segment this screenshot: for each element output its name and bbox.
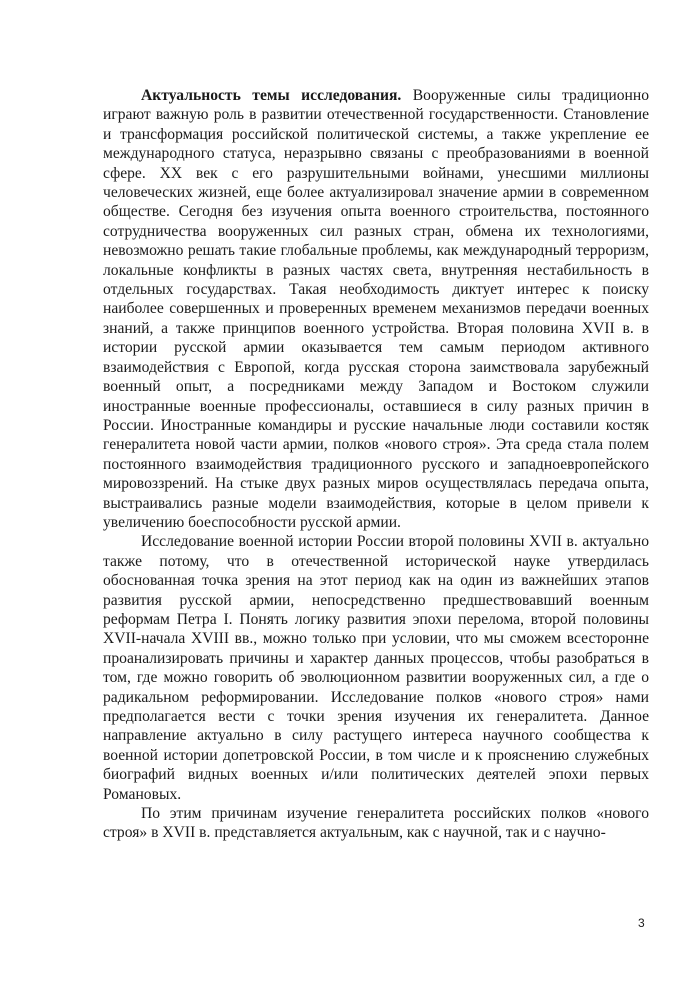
paragraph-conclusion: По этим причинам изучение генералитета российских полков «нового строя» в XVII в. представляется актуальным, как с научной, так и с научно-: [103, 805, 649, 842]
page-number: 3: [638, 916, 645, 930]
paragraph-military-history: Исследование военной истории России второй половины XVII в. актуально также потому, что в отечественной исторической науке утвердилась обоснованная точка зрения на этот период как на один из важнейших этапов развития русской армии, непосредственно предшествовавший военным реформам Петра I. Понять логику развития эпохи перелома, второй половины XVII-начала XVIII вв., можно только при условии, что мы сможем всесторонне проанализировать причины и характер данных процессов, чтобы разобраться в том, где можно говорить об эволюционном развитии вооруженных сил, а где о радикальном реформировании. Исследование полков «нового строя» нами предполагается вести с точки зрения изучения их генералитета. Данное направление актуально в силу растущего интереса научного сообщества к военной истории допетровской России, в том числе и к прояснению служебных биографий видных военных и/или политических деятелей эпохи первых Романовых.: [103, 533, 649, 803]
paragraph-relevance: [103, 86, 649, 532]
section-lead-heading: Актуальность темы исследования.: [141, 87, 402, 104]
document-body: [103, 86, 649, 843]
paragraph-text: Вооруженные силы традиционно играют важную роль в развитии отечественной государственности. Становление и трансформация российской политической системы, а также укрепление ее международного статуса, неразрывно связаны с преобразованиями в военной сфере. XX век с его разрушительными войнами, унесшими миллионы человеческих жизней, еще более актуализировал значение армии в современном обществе. Сегодня без изучения опыта военного строительства, постоянного сотрудничества вооруженных сил разных стран, обмена их технологиями, невозможно решать такие глобальные проблемы, как международный терроризм, локальные конфликты в разных частях света, внутренняя нестабильность в отдельных государствах. Такая необходимость диктует интерес к поиску наиболее совершенных и проверенных временем механизмов передачи военных знаний, а также принципов военного устройства. Вторая половина XVII в. в истории русской армии оказывается тем самым периодом активного взаимодействия с Европой, когда русская сторона заимствовала зарубежный военный опыт, а посредниками между Западом и Востоком служили иностранные военные профессионалы, оставшиеся в силу разных причин в России. Иностранные командиры и русские начальные люди составили костяк генералитета новой части армии, полков «нового строя». Эта среда стала полем постоянного взаимодействия традиционного русского и западноевропейского мировоззрений. На стыке двух разных миров осуществлялась передача опыта, выстраивались разные модели взаимодействия, которые в целом привели к увеличению боеспособности русской армии.: [103, 87, 650, 531]
